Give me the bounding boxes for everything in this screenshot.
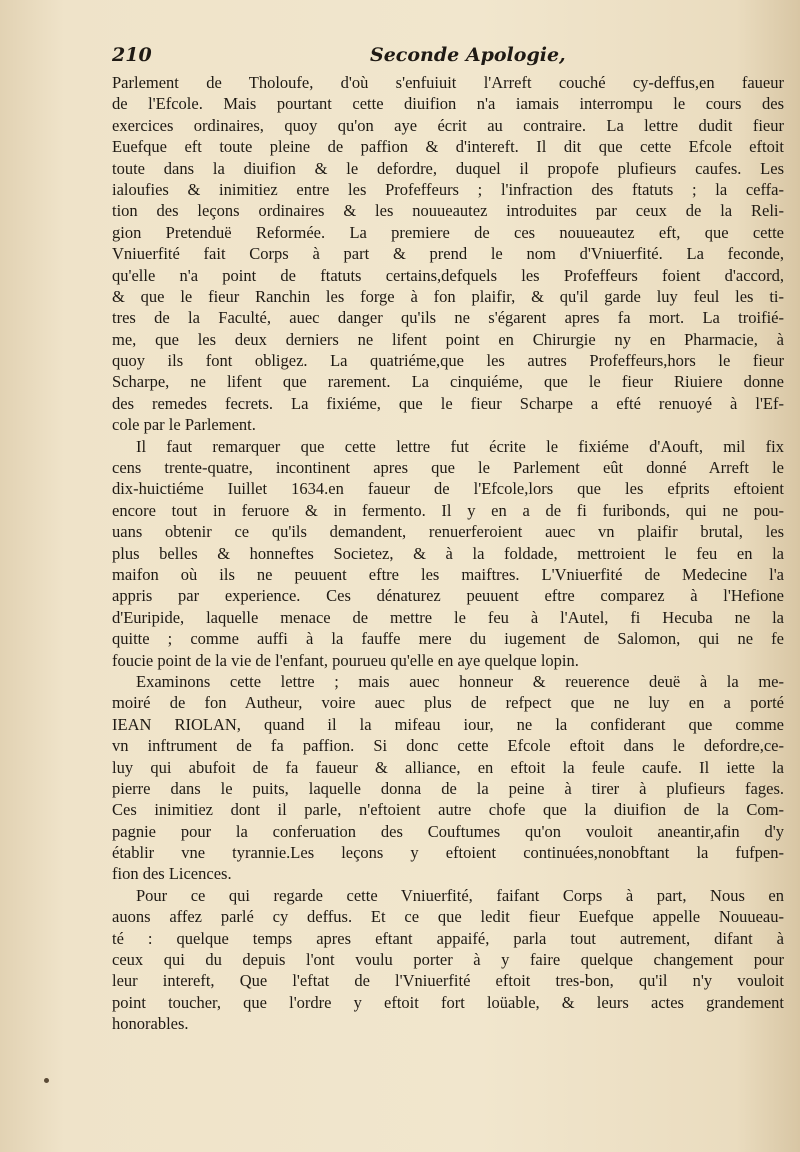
text-line: qu'elle n'a point de ftatuts certains,defquels les Profeffeurs foient d'accord, bbox=[112, 265, 784, 285]
paragraph bbox=[112, 72, 784, 436]
text-line: Scharpe, ne lifent que rarement. La cinquiéme, que le fieur Riuiere donne bbox=[112, 372, 784, 392]
text-line: cole par le Parlement. bbox=[112, 415, 256, 435]
text-line: moiré de fon Autheur, voire auec plus de refpect que ne luy en a porté bbox=[112, 693, 784, 713]
running-head bbox=[112, 44, 652, 70]
text-line: Vniuerfité fait Corps à part & prend le nom d'Vniuerfité. La feconde, bbox=[112, 244, 784, 264]
text-line: ceux qui du depuis l'ont voulu porter à y faire quelque changement pour bbox=[112, 950, 784, 970]
text-line: des remedes fecrets. La fixiéme, que le fieur Scharpe a efté renuoyé à l'Ef- bbox=[112, 393, 784, 413]
text-line: gion Pretenduë Reformée. La premiere de ces nouueautez eft, que cette bbox=[112, 222, 784, 242]
text-line: IEAN RIOLAN, quand il la mifeau iour, ne la confiderant que comme bbox=[112, 714, 784, 734]
body-text bbox=[112, 72, 784, 1035]
text-line: plus belles & honneftes Societez, & à la foldade, mettroient le feu en la bbox=[112, 543, 784, 563]
text-line: pagnie pour la conferuation des Couftumes qu'on vouloit aneantir,afin d'y bbox=[112, 821, 784, 841]
text-line: & que le fieur Ranchin les forge à fon plaifir, & qu'il garde luy feul les ti- bbox=[112, 286, 784, 306]
text-line: exercices ordinaires, quoy qu'on aye écrit au contraire. La lettre dudit fieur bbox=[112, 115, 784, 135]
text-line: d'Euripide, laquelle menace de mettre le feu à l'Autel, fi Hecuba ne la bbox=[112, 607, 784, 627]
text-line: quitte ; comme auffi à la fauffe mere du iugement de Salomon, qui ne fe bbox=[112, 629, 784, 649]
text-line: de l'Efcole. Mais pourtant cette diuifion n'a iamais interrompu le cours des bbox=[112, 94, 784, 114]
running-title: Seconde Apologie, bbox=[370, 44, 566, 66]
text-line: tres de la Faculté, auec danger qu'ils ne s'égarent apres fa mort. La troifié- bbox=[112, 308, 784, 328]
text-line: cens trente-quatre, incontinent apres que le Parlement eût donné Arreft le bbox=[112, 458, 784, 478]
text-line: établir vne tyrannie.Les leçons y eftoient continuées,nonobftant la fufpen- bbox=[112, 843, 784, 863]
text-line: Examinons cette lettre ; mais auec honneur & reuerence deuë à la me- bbox=[136, 671, 784, 691]
page-number: 210 bbox=[112, 44, 152, 66]
text-line: pierre dans le puits, laquelle donna de la peine à tirer à plufieurs fages. bbox=[112, 778, 784, 798]
text-line: luy qui abufoit de fa faueur & alliance, en eftoit la feule caufe. Il iette la bbox=[112, 757, 784, 777]
text-line: fion des Licences. bbox=[112, 864, 232, 884]
text-line: maifon où ils ne peuuent eftre les maiftres. L'Vniuerfité de Medecine l'a bbox=[112, 564, 784, 584]
text-line: encore tout in feruore & in fermento. Il y en a de fi furibonds, qui ne pou- bbox=[112, 500, 784, 520]
paragraph bbox=[112, 671, 784, 885]
margin-mark bbox=[44, 1078, 49, 1083]
text-line: toute dans la diuifion & le defordre, duquel il propofe plufieurs caufes. Les bbox=[112, 158, 784, 178]
text-line: té : quelque temps apres eftant appaifé, parla tout autrement, difant à bbox=[112, 928, 784, 948]
text-line: vn inftrument de fa paffion. Si donc cette Efcole eftoit dans le defordre,ce- bbox=[112, 736, 784, 756]
text-line: quoy ils font obligez. La quatriéme,que les autres Profeffeurs,hors le fieur bbox=[112, 351, 784, 371]
text-line: tion des leçons ordinaires & les nouueautez introduites par ceux de la Reli- bbox=[112, 201, 784, 221]
text-line: appris par experience. Ces dénaturez peuuent eftre comparez à l'Hefione bbox=[112, 586, 784, 606]
text-line: point toucher, que l'ordre y eftoit fort loüable, & leurs actes grandement bbox=[112, 992, 784, 1012]
text-line: auons affez parlé cy deffus. Et ce que ledit fieur Euefque appelle Nouueau- bbox=[112, 907, 784, 927]
paragraph bbox=[112, 885, 784, 1035]
text-line: foucie point de la vie de l'enfant, pourueu qu'elle en aye quelque lopin. bbox=[112, 650, 579, 670]
text-line: Ces inimitiez dont il parle, n'eftoient autre chofe que la diuifion de la Com- bbox=[112, 800, 784, 820]
text-line: uans obtenir ce qu'ils demandent, renuerferoient auec vn plaifir brutal, les bbox=[112, 522, 784, 542]
text-line: Euefque eft toute pleine de paffion & d'intereft. Il dit que cette Efcole eftoit bbox=[112, 137, 784, 157]
text-line: honorables. bbox=[112, 1014, 189, 1034]
text-line: Il faut remarquer que cette lettre fut écrite le fixiéme d'Aouft, mil fix bbox=[136, 436, 784, 456]
text-line: leur intereft, Que l'eftat de l'Vniuerfité eftoit tres-bon, qu'il n'y vouloit bbox=[112, 971, 784, 991]
text-line: dix-huictiéme Iuillet 1634.en faueur de l'Efcole,lors que les efprits eftoient bbox=[112, 479, 784, 499]
text-line: Parlement de Tholoufe, d'où s'enfuiuit l'Arreft couché cy-deffus,en faueur bbox=[112, 73, 784, 92]
paragraph bbox=[112, 436, 784, 671]
text-line: Pour ce qui regarde cette Vniuerfité, faifant Corps à part, Nous en bbox=[136, 885, 784, 905]
text-line: me, que les deux derniers ne lifent point en Chirurgie ny en Pharmacie, à bbox=[112, 329, 784, 349]
text-line: ialoufies & inimitiez entre les Profeffeurs ; l'infraction des ftatuts ; la ceffa- bbox=[112, 179, 784, 199]
